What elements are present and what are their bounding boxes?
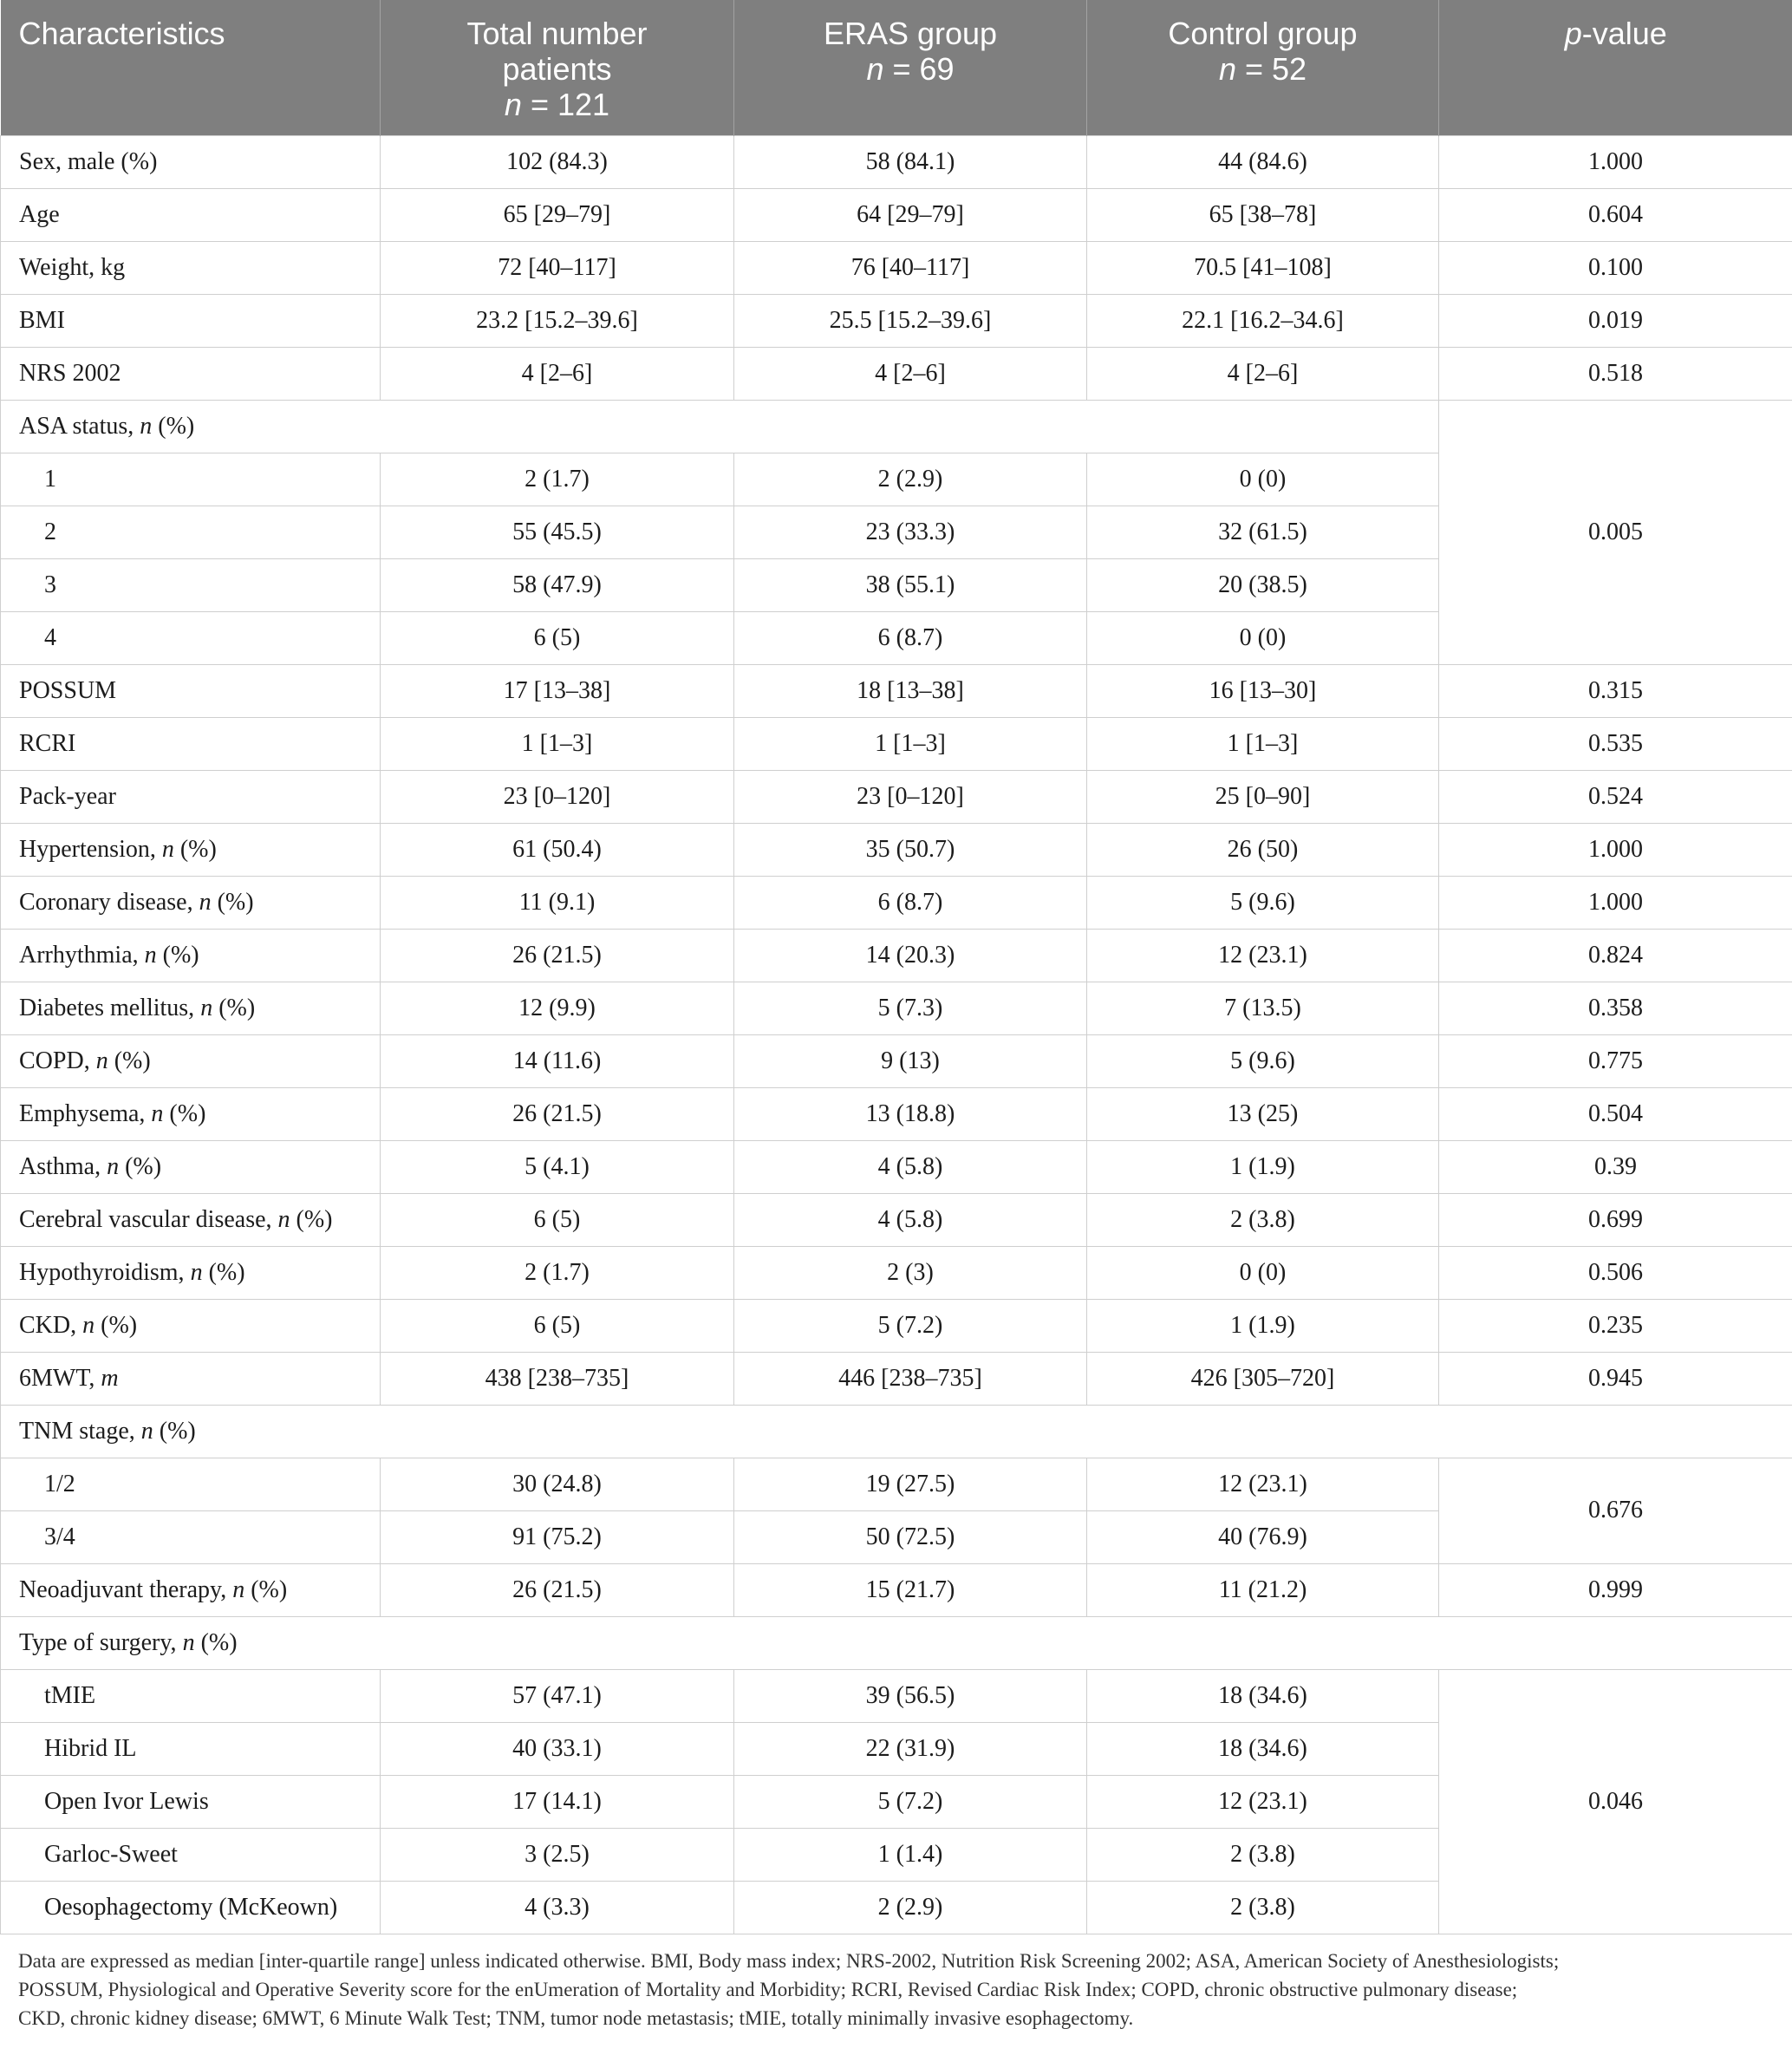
header-total-n xyxy=(391,87,723,122)
cell-control: 4 [2–6] xyxy=(1087,347,1439,400)
cell-control: 2 (3.8) xyxy=(1087,1193,1439,1246)
row-label: tMIE xyxy=(1,1669,381,1722)
row-label: BMI xyxy=(1,294,381,347)
row-label: NRS 2002 xyxy=(1,347,381,400)
label-suffix: (%) xyxy=(169,1099,206,1127)
row-label: Garloc-Sweet xyxy=(1,1828,381,1881)
row-label: Pack-year xyxy=(1,770,381,823)
cell-control: 1 (1.9) xyxy=(1087,1299,1439,1352)
cell-eras: 5 (7.2) xyxy=(734,1299,1087,1352)
cell-eras: 23 [0–120] xyxy=(734,770,1087,823)
table-row-group xyxy=(1,400,1792,453)
table-row xyxy=(1,1140,1792,1193)
table-row xyxy=(1,135,1792,188)
n-symbol: n xyxy=(866,51,884,87)
header-control-line1: Control group xyxy=(1168,16,1358,51)
row-label: 3/4 xyxy=(1,1510,381,1563)
cell-eras: 4 (5.8) xyxy=(734,1140,1087,1193)
header-eras xyxy=(734,0,1087,135)
cell-total: 55 (45.5) xyxy=(381,506,734,558)
group-label xyxy=(1,400,1439,453)
label-suffix: (%) xyxy=(162,941,199,969)
label-symbol: n xyxy=(95,1047,108,1074)
n-value: = 52 xyxy=(1244,51,1307,87)
n-symbol: n xyxy=(504,87,522,122)
cell-control: 12 (23.1) xyxy=(1087,929,1439,982)
cell-eras: 50 (72.5) xyxy=(734,1510,1087,1563)
cell-total: 6 (5) xyxy=(381,1193,734,1246)
cell-control: 12 (23.1) xyxy=(1087,1775,1439,1828)
header-row xyxy=(1,0,1792,135)
label-suffix: (%) xyxy=(101,1311,138,1339)
table-row xyxy=(1,876,1792,929)
label-text: Cerebral vascular disease, xyxy=(19,1205,272,1233)
p-suffix: -value xyxy=(1581,16,1667,51)
row-label: Age xyxy=(1,188,381,241)
label-symbol: n xyxy=(199,888,212,916)
cell-eras: 76 [40–117] xyxy=(734,241,1087,294)
cell-p-value: 0.999 xyxy=(1439,1563,1792,1616)
cell-control: 12 (23.1) xyxy=(1087,1458,1439,1510)
label-symbol: n xyxy=(277,1205,290,1233)
cell-control: 2 (3.8) xyxy=(1087,1881,1439,1934)
cell-control: 40 (76.9) xyxy=(1087,1510,1439,1563)
cell-eras: 5 (7.3) xyxy=(734,982,1087,1034)
cell-total: 17 (14.1) xyxy=(381,1775,734,1828)
group-label xyxy=(1,1405,1792,1458)
cell-control: 0 (0) xyxy=(1087,453,1439,506)
n-value: = 121 xyxy=(530,87,610,122)
cell-total: 2 (1.7) xyxy=(381,453,734,506)
cell-control: 70.5 [41–108] xyxy=(1087,241,1439,294)
cell-control: 426 [305–720] xyxy=(1087,1352,1439,1405)
table-row xyxy=(1,1563,1792,1616)
cell-total: 1 [1–3] xyxy=(381,717,734,770)
label-suffix: (%) xyxy=(158,412,195,440)
cell-p-value: 1.000 xyxy=(1439,135,1792,188)
row-label: 2 xyxy=(1,506,381,558)
cell-p-value: 0.39 xyxy=(1439,1140,1792,1193)
cell-p-value: 0.824 xyxy=(1439,929,1792,982)
header-characteristics: Characteristics xyxy=(1,0,381,135)
cell-total: 6 (5) xyxy=(381,611,734,664)
table-row-group xyxy=(1,1616,1792,1669)
row-label: Hibrid IL xyxy=(1,1722,381,1775)
cell-control: 2 (3.8) xyxy=(1087,1828,1439,1881)
row-label: RCRI xyxy=(1,717,381,770)
label-suffix: (%) xyxy=(296,1205,333,1233)
table-row xyxy=(1,188,1792,241)
cell-control: 5 (9.6) xyxy=(1087,876,1439,929)
cell-p-value: 0.235 xyxy=(1439,1299,1792,1352)
cell-control: 20 (38.5) xyxy=(1087,558,1439,611)
cell-p-value: 0.775 xyxy=(1439,1034,1792,1087)
cell-eras: 1 (1.4) xyxy=(734,1828,1087,1881)
cell-p-value: 0.699 xyxy=(1439,1193,1792,1246)
cell-total: 17 [13–38] xyxy=(381,664,734,717)
row-label xyxy=(1,1034,381,1087)
table-row xyxy=(1,1246,1792,1299)
cell-eras: 25.5 [15.2–39.6] xyxy=(734,294,1087,347)
table-row xyxy=(1,717,1792,770)
label-symbol: n xyxy=(107,1152,120,1180)
header-total-line1: Total number xyxy=(466,16,648,51)
label-symbol: n xyxy=(140,412,153,440)
label-symbol: n xyxy=(232,1576,245,1603)
cell-total: 30 (24.8) xyxy=(381,1458,734,1510)
header-total-line2: patients xyxy=(502,51,612,87)
table-row xyxy=(1,982,1792,1034)
footnote-line: Data are expressed as median [inter-quartile range] unless indicated otherwise. BMI, Body mass index; NRS-2002, Nutrition Risk Screening 2002; ASA, American Society of Anesthesiologists; xyxy=(18,1949,1560,1972)
cell-control: 22.1 [16.2–34.6] xyxy=(1087,294,1439,347)
cell-p-value: 0.506 xyxy=(1439,1246,1792,1299)
label-text: Diabetes mellitus, xyxy=(19,994,195,1021)
cell-total: 438 [238–735] xyxy=(381,1352,734,1405)
label-suffix: (%) xyxy=(159,1417,196,1445)
cell-eras: 13 (18.8) xyxy=(734,1087,1087,1140)
cell-total: 91 (75.2) xyxy=(381,1510,734,1563)
table-row xyxy=(1,1087,1792,1140)
cell-eras: 22 (31.9) xyxy=(734,1722,1087,1775)
label-symbol: n xyxy=(161,835,174,863)
cell-total: 102 (84.3) xyxy=(381,135,734,188)
row-label xyxy=(1,1193,381,1246)
row-label xyxy=(1,1352,381,1405)
cell-eras: 39 (56.5) xyxy=(734,1669,1087,1722)
cell-eras: 15 (21.7) xyxy=(734,1563,1087,1616)
row-label xyxy=(1,1087,381,1140)
table-row xyxy=(1,1669,1792,1722)
cell-p-value: 0.535 xyxy=(1439,717,1792,770)
row-label: 3 xyxy=(1,558,381,611)
row-label xyxy=(1,982,381,1034)
cell-eras: 38 (55.1) xyxy=(734,558,1087,611)
label-symbol: m xyxy=(101,1364,119,1392)
table-row-group xyxy=(1,1405,1792,1458)
row-label xyxy=(1,876,381,929)
row-label xyxy=(1,1246,381,1299)
row-label: Open Ivor Lewis xyxy=(1,1775,381,1828)
table-row xyxy=(1,241,1792,294)
cell-control: 11 (21.2) xyxy=(1087,1563,1439,1616)
cell-eras: 6 (8.7) xyxy=(734,876,1087,929)
label-symbol: n xyxy=(182,1628,195,1656)
label-suffix: (%) xyxy=(179,835,217,863)
cell-total: 11 (9.1) xyxy=(381,876,734,929)
footnote-line: POSSUM, Physiological and Operative Severity score for the enUmeration of Mortality and Morbidity; RCRI, Revised Cardiac Risk Index; COPD, chronic obstructive pulmonary disease; xyxy=(18,1978,1518,2000)
label-symbol: n xyxy=(144,941,157,969)
cell-eras: 446 [238–735] xyxy=(734,1352,1087,1405)
cell-total: 4 [2–6] xyxy=(381,347,734,400)
row-label: Oesophagectomy (McKeown) xyxy=(1,1881,381,1934)
table-row xyxy=(1,1352,1792,1405)
label-suffix: (%) xyxy=(114,1047,151,1074)
cell-eras: 2 (3) xyxy=(734,1246,1087,1299)
cell-eras: 23 (33.3) xyxy=(734,506,1087,558)
cell-total: 26 (21.5) xyxy=(381,929,734,982)
cell-p-value: 0.046 xyxy=(1439,1669,1792,1934)
label-text: Arrhythmia, xyxy=(19,941,139,969)
cell-eras: 4 [2–6] xyxy=(734,347,1087,400)
cell-eras: 9 (13) xyxy=(734,1034,1087,1087)
cell-eras: 2 (2.9) xyxy=(734,1881,1087,1934)
label-suffix: (%) xyxy=(125,1152,162,1180)
cell-total: 5 (4.1) xyxy=(381,1140,734,1193)
cell-total: 40 (33.1) xyxy=(381,1722,734,1775)
table-row xyxy=(1,929,1792,982)
cell-eras: 2 (2.9) xyxy=(734,453,1087,506)
header-control-n xyxy=(1098,51,1428,87)
cell-eras: 5 (7.2) xyxy=(734,1775,1087,1828)
cell-total: 57 (47.1) xyxy=(381,1669,734,1722)
label-text: Hypothyroidism, xyxy=(19,1258,185,1286)
cell-p-value: 1.000 xyxy=(1439,876,1792,929)
cell-total: 72 [40–117] xyxy=(381,241,734,294)
cell-total: 6 (5) xyxy=(381,1299,734,1352)
cell-total: 23.2 [15.2–39.6] xyxy=(381,294,734,347)
cell-total: 61 (50.4) xyxy=(381,823,734,876)
cell-p-value: 0.524 xyxy=(1439,770,1792,823)
label-symbol: n xyxy=(140,1417,153,1445)
group-label xyxy=(1,1616,1792,1669)
cell-p-value: 0.604 xyxy=(1439,188,1792,241)
header-p-value xyxy=(1439,0,1792,135)
header-total xyxy=(381,0,734,135)
table-row xyxy=(1,823,1792,876)
label-suffix: (%) xyxy=(251,1576,288,1603)
cell-total: 58 (47.9) xyxy=(381,558,734,611)
table-row xyxy=(1,294,1792,347)
cell-eras: 1 [1–3] xyxy=(734,717,1087,770)
label-text: Coronary disease, xyxy=(19,888,193,916)
label-symbol: n xyxy=(82,1311,95,1339)
cell-total: 65 [29–79] xyxy=(381,188,734,241)
table-row xyxy=(1,770,1792,823)
p-symbol: p xyxy=(1564,16,1582,51)
row-label xyxy=(1,1140,381,1193)
cell-control: 18 (34.6) xyxy=(1087,1669,1439,1722)
cell-control: 0 (0) xyxy=(1087,611,1439,664)
cell-control: 32 (61.5) xyxy=(1087,506,1439,558)
label-text: Type of surgery, xyxy=(19,1628,177,1656)
cell-total: 4 (3.3) xyxy=(381,1881,734,1934)
label-symbol: n xyxy=(151,1099,164,1127)
cell-control: 25 [0–90] xyxy=(1087,770,1439,823)
header-p-value-text xyxy=(1450,16,1782,51)
label-text: Hypertension, xyxy=(19,835,156,863)
table-row xyxy=(1,1299,1792,1352)
cell-control: 1 [1–3] xyxy=(1087,717,1439,770)
n-symbol: n xyxy=(1218,51,1236,87)
cell-p-value: 0.100 xyxy=(1439,241,1792,294)
table-row xyxy=(1,1193,1792,1246)
cell-control: 16 [13–30] xyxy=(1087,664,1439,717)
cell-eras: 6 (8.7) xyxy=(734,611,1087,664)
cell-eras: 14 (20.3) xyxy=(734,929,1087,982)
row-label: 1 xyxy=(1,453,381,506)
cell-total: 12 (9.9) xyxy=(381,982,734,1034)
cell-p-value: 0.518 xyxy=(1439,347,1792,400)
table-row xyxy=(1,1034,1792,1087)
cell-p-value: 0.358 xyxy=(1439,982,1792,1034)
label-suffix: (%) xyxy=(200,1628,238,1656)
cell-p-value: 0.019 xyxy=(1439,294,1792,347)
cell-total: 23 [0–120] xyxy=(381,770,734,823)
cell-control: 44 (84.6) xyxy=(1087,135,1439,188)
row-label: 4 xyxy=(1,611,381,664)
cell-eras: 35 (50.7) xyxy=(734,823,1087,876)
row-label xyxy=(1,1299,381,1352)
row-label: Sex, male (%) xyxy=(1,135,381,188)
label-text: CKD, xyxy=(19,1311,77,1339)
label-suffix: (%) xyxy=(218,994,256,1021)
footnote-line: CKD, chronic kidney disease; 6MWT, 6 Minute Walk Test; TNM, tumor node metastasis; tMIE, totally minimally invasive esophagectomy. xyxy=(18,2006,1134,2029)
cell-total: 26 (21.5) xyxy=(381,1087,734,1140)
label-text: ASA status, xyxy=(19,412,134,440)
row-label xyxy=(1,823,381,876)
row-label: 1/2 xyxy=(1,1458,381,1510)
cell-p-value: 0.945 xyxy=(1439,1352,1792,1405)
table-footnote xyxy=(0,1934,1792,2032)
label-symbol: n xyxy=(190,1258,203,1286)
cell-total: 2 (1.7) xyxy=(381,1246,734,1299)
label-text: COPD, xyxy=(19,1047,90,1074)
cell-control: 0 (0) xyxy=(1087,1246,1439,1299)
label-symbol: n xyxy=(200,994,213,1021)
cell-eras: 58 (84.1) xyxy=(734,135,1087,188)
cell-p-value: 0.005 xyxy=(1439,400,1792,664)
table-row xyxy=(1,664,1792,717)
cell-p-value: 0.504 xyxy=(1439,1087,1792,1140)
label-text: 6MWT, xyxy=(19,1364,95,1392)
cell-control: 18 (34.6) xyxy=(1087,1722,1439,1775)
cell-total: 3 (2.5) xyxy=(381,1828,734,1881)
cell-control: 5 (9.6) xyxy=(1087,1034,1439,1087)
cell-control: 65 [38–78] xyxy=(1087,188,1439,241)
label-text: TNM stage, xyxy=(19,1417,135,1445)
row-label: POSSUM xyxy=(1,664,381,717)
cell-eras: 18 [13–38] xyxy=(734,664,1087,717)
n-value: = 69 xyxy=(892,51,955,87)
cell-eras: 4 (5.8) xyxy=(734,1193,1087,1246)
row-label xyxy=(1,929,381,982)
cell-control: 26 (50) xyxy=(1087,823,1439,876)
table-row xyxy=(1,1458,1792,1510)
cell-eras: 64 [29–79] xyxy=(734,188,1087,241)
cell-p-value: 0.676 xyxy=(1439,1458,1792,1563)
cell-p-value: 1.000 xyxy=(1439,823,1792,876)
label-text: Asthma, xyxy=(19,1152,101,1180)
label-text: Neoadjuvant therapy, xyxy=(19,1576,227,1603)
cell-total: 14 (11.6) xyxy=(381,1034,734,1087)
label-text: Emphysema, xyxy=(19,1099,146,1127)
row-label: Weight, kg xyxy=(1,241,381,294)
cell-control: 13 (25) xyxy=(1087,1087,1439,1140)
cell-p-value: 0.315 xyxy=(1439,664,1792,717)
header-eras-n xyxy=(745,51,1076,87)
table-row xyxy=(1,347,1792,400)
header-eras-line1: ERAS group xyxy=(823,16,998,51)
cell-total: 26 (21.5) xyxy=(381,1563,734,1616)
cell-control: 7 (13.5) xyxy=(1087,982,1439,1034)
label-suffix: (%) xyxy=(217,888,254,916)
row-label xyxy=(1,1563,381,1616)
cell-eras: 19 (27.5) xyxy=(734,1458,1087,1510)
label-suffix: (%) xyxy=(208,1258,245,1286)
cell-control: 1 (1.9) xyxy=(1087,1140,1439,1193)
header-control xyxy=(1087,0,1439,135)
